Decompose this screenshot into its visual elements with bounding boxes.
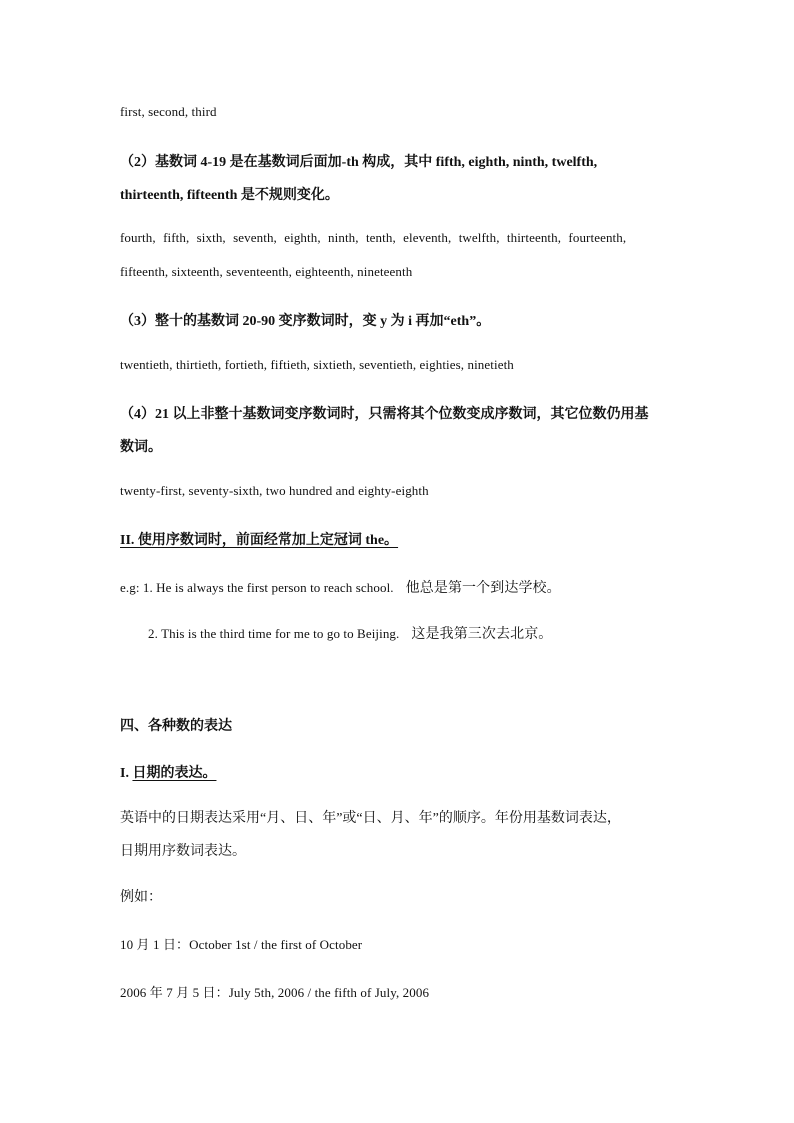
date-section-title: 日期的表达。 <box>132 766 217 781</box>
rule-2-heading: （2）基数词 4-19 是在基数词后面加-th 构成，其中 fifth, eighth, ninth, twelfth, <box>120 155 598 170</box>
ordinal-examples-compound: twenty-first, seventy-sixth, two hundred and eighty-eighth <box>120 483 429 498</box>
ordinal-examples-4-14: fourth, fifth, sixth, seventh, eighth, ninth, tenth, eleventh, twelfth, thirteenth, fourteenth, <box>120 230 627 245</box>
rule-2-heading-cont: thirteenth, fifteenth 是不规则变化。 <box>120 188 339 203</box>
date-explanation: 英语中的日期表达采用“月、日、年”或“日、月、年”的顺序。年份用基数词表达， <box>120 811 621 826</box>
ordinal-examples-tens: twentieth, thirtieth, fortieth, fiftieth, sixtieth, seventieth, eighties, ninetieth <box>120 357 514 372</box>
example-1 <box>120 577 561 597</box>
rule-3-heading: （3）整十的基数词 20-90 变序数词时，变 y 为 i 再加“eth”。 <box>120 314 491 329</box>
example-2 <box>148 623 552 643</box>
rule-4-heading: （4）21 以上非整十基数词变序数词时，只需将其个位数变成序数词，其它位数仍用基 <box>120 407 649 422</box>
for-example-label: 例如： <box>120 890 162 905</box>
date-section-heading <box>120 762 216 782</box>
example-1-chinese: 他总是第一个到达学校。 <box>405 581 561 596</box>
section-4-heading: 四、各种数的表达 <box>120 719 232 734</box>
example-2-english: 2. This is the third time for me to go to Beijing. <box>148 626 400 641</box>
date-explanation-cont: 日期用序数词表达。 <box>120 844 246 859</box>
ordinal-examples-first: first, second, third <box>120 104 217 119</box>
example-2-chinese: 这是我第三次去北京。 <box>411 627 553 642</box>
rule-4-heading-cont: 数词。 <box>120 440 162 455</box>
date-section-number: I. <box>120 766 129 781</box>
date-example-2: 2006 年 7 月 5 日：July 5th, 2006 / the fifth of July, 2006 <box>120 985 430 1000</box>
section-ii-heading: II. 使用序数词时，前面经常加上定冠词 the。 <box>120 533 399 548</box>
example-1-english: e.g: 1. He is always the first person to reach school. <box>120 580 394 595</box>
ordinal-examples-15-19: fifteenth, sixteenth, seventeenth, eighteenth, nineteenth <box>120 264 413 279</box>
date-example-1: 10 月 1 日：October 1st / the first of October <box>120 937 363 952</box>
